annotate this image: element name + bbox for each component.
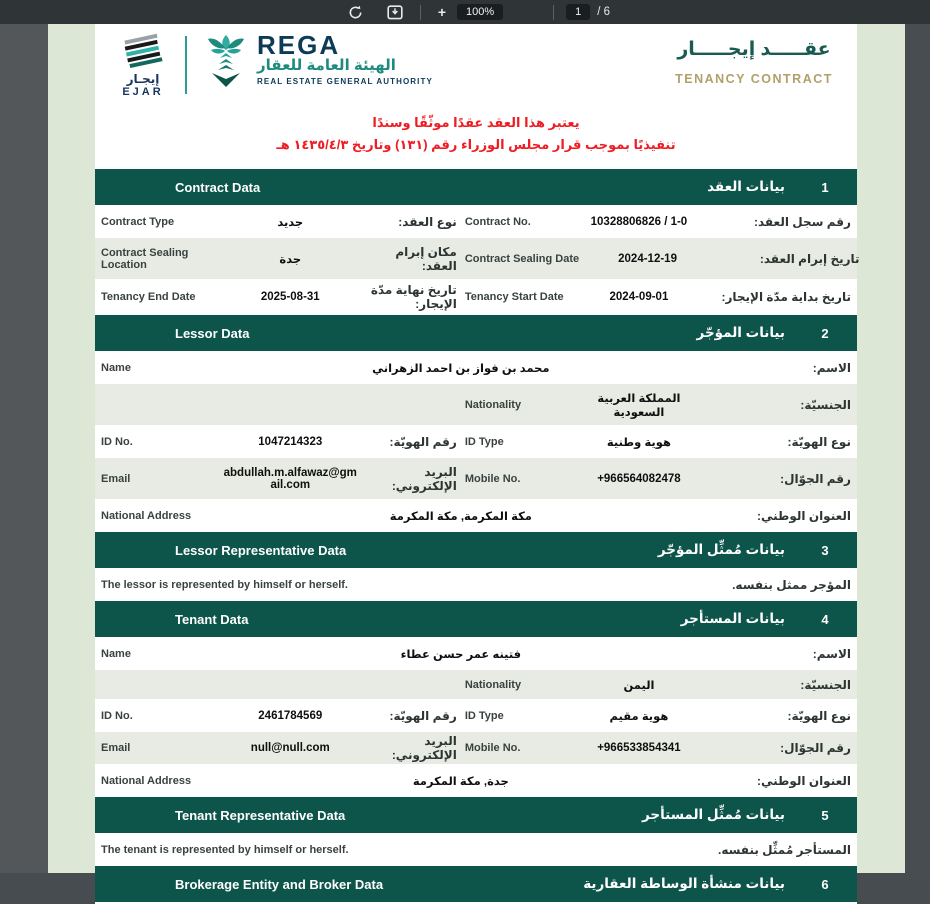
page-content [95, 24, 860, 904]
download-icon-glyph [387, 5, 403, 20]
table-row [95, 501, 857, 530]
field-value: مكة المكرمة, مكة المكرمة [389, 510, 532, 523]
section-title-ar: بيانات مُمثِّل المؤجّر [657, 542, 785, 557]
zoom-in-button[interactable]: + [437, 4, 447, 20]
table-row [95, 281, 857, 313]
note-en: The tenant is represented by himself or herself. [101, 843, 349, 856]
field-label-ar: مكان إبرام العقد: [395, 244, 457, 273]
table-row [95, 668, 857, 701]
contract-title-arabic: عقـــــد إيجـــــار [677, 39, 831, 60]
field-label-en: Tenancy End Date [101, 291, 196, 303]
field-label-ar: الاسم: [812, 360, 851, 375]
section-number: 5 [821, 807, 829, 823]
section-number: 1 [821, 179, 829, 195]
legal-disclaimer [95, 112, 857, 156]
field-value: فتينه عمر حسن عطاء [400, 648, 522, 661]
document-header [95, 24, 857, 107]
field-value: null@null.com [250, 742, 330, 754]
note-ar: المؤجر ممثل بنفسه. [732, 577, 851, 592]
rega-logo [201, 30, 433, 89]
ejar-name-english: EJAR [122, 86, 164, 98]
field-value: جدة, مكة المكرمة [412, 775, 509, 788]
section-title-ar: بيانات المستأجر [680, 611, 785, 626]
rega-wordmark: REGA [257, 30, 341, 60]
field-value: 10328806826 / 1-0 [590, 215, 688, 228]
section-header-tenant-data [95, 601, 857, 637]
rotate-icon[interactable] [342, 1, 368, 23]
field-label-ar: الجنسيّة: [800, 677, 851, 692]
logo-divider [185, 36, 187, 94]
field-label-en: Email [101, 742, 131, 754]
field-value: اليمن [623, 679, 655, 692]
field-label-en: ID No. [101, 709, 133, 722]
field-label-en: Mobile No. [464, 742, 521, 754]
field-value: 1047214323 [258, 435, 323, 448]
field-label-ar: تاريخ إبرام العقد: [759, 251, 860, 266]
table-row [95, 382, 857, 427]
field-label-en: Nationality [464, 398, 522, 411]
field-label-en: ID Type [464, 435, 504, 448]
field-value: هوية وطنية [606, 436, 671, 449]
zoom-level-badge[interactable]: 100% [457, 4, 503, 20]
field-label-ar: تاريخ نهاية مدّة الإيجار: [370, 283, 457, 311]
field-value: 2461784569 [258, 709, 323, 722]
field-label-en: National Address [101, 774, 192, 787]
field-label-ar: رقم الجوّال: [780, 471, 851, 486]
field-label-en: Mobile No. [464, 472, 521, 485]
table-row [95, 639, 857, 668]
table-row [95, 835, 857, 864]
page-total-label: / 6 [597, 6, 611, 18]
field-label-ar: نوع العقد: [398, 214, 457, 229]
field-value: abdullah.m.alfawaz@gmail.com [223, 466, 357, 491]
toolbar-divider [420, 5, 421, 20]
field-label-en: Contract Sealing Location [101, 246, 189, 271]
field-label-ar: رقم الهويّة: [389, 434, 457, 449]
field-value: +966564082478 [597, 472, 681, 485]
table-row [95, 701, 857, 730]
toolbar-divider [553, 5, 554, 20]
section-header-contract-data [95, 169, 857, 205]
contract-title-english: TENANCY CONTRACT [675, 72, 833, 86]
ejar-name-arabic: إيجـار [126, 72, 160, 86]
field-label-ar: الجنسيّة: [800, 397, 851, 412]
field-value: المملكة العربية السعودية [597, 392, 681, 419]
field-label-en: Name [101, 647, 131, 660]
rotate-icon-glyph [348, 5, 363, 20]
field-label-ar: نوع الهويّة: [787, 434, 851, 449]
section-header-lessor-data [95, 315, 857, 351]
field-label-ar: الاسم: [812, 646, 851, 661]
field-label-en: Contract Type [101, 215, 175, 228]
field-label-ar: رقم الجوّال: [780, 741, 851, 755]
section-title-en: Brokerage Entity and Broker Data [175, 876, 384, 892]
contract-title [665, 33, 843, 86]
field-label-ar: رقم سجل العقد: [753, 214, 851, 229]
section-title-ar: بيانات منشأة الوساطة العقارية [583, 876, 785, 891]
section-title-ar: بيانات مُمثِّل المستأجر [641, 807, 785, 822]
field-label-ar: تاريخ بداية مدّة الإيجار: [721, 290, 851, 304]
download-icon[interactable] [382, 1, 408, 23]
table-row [95, 730, 857, 766]
field-label-ar: العنوان الوطني: [757, 773, 851, 788]
note-en: The lessor is represented by himself or herself. [101, 578, 348, 591]
field-label-en: Contract No. [464, 215, 531, 228]
field-label-en: ID No. [101, 435, 133, 448]
section-number: 3 [821, 542, 829, 558]
table-row [95, 427, 857, 456]
section-title-ar: بيانات العقد [707, 179, 785, 194]
field-label-ar: البريد الإلكتروني: [391, 734, 457, 762]
section-title-ar: بيانات المؤجّر [696, 325, 785, 340]
section-title-en: Lessor Data [175, 325, 250, 341]
table-row [95, 456, 857, 501]
ejar-logo [111, 33, 175, 98]
table-row [95, 236, 860, 281]
contract-page [48, 24, 905, 892]
field-value: 2024-12-19 [618, 252, 677, 265]
table-row [95, 353, 857, 382]
field-value: هوية مقيم [609, 710, 669, 723]
rega-palm-icon [201, 33, 251, 89]
section-number: 4 [821, 611, 829, 627]
section-number: 6 [821, 876, 829, 892]
rega-name-english: REAL ESTATE GENERAL AUTHORITY [257, 77, 433, 86]
page-number-input[interactable]: 1 [566, 4, 590, 20]
disclaimer-line-2: تنفيذيًا بموجب قرار مجلس الوزراء رقم (١٣١) وتاريخ ١٤٣٥/٤/٣ هـ [276, 137, 676, 152]
field-value: 2024-09-01 [609, 291, 669, 303]
field-label-ar: رقم الهويّة: [389, 708, 457, 723]
section-title-en: Contract Data [175, 179, 261, 195]
table-row [95, 570, 857, 599]
section-header-tenant-representative [95, 797, 857, 833]
disclaimer-line-1: يعتبر هذا العقد عقدًا موثّقًا وسندًا [372, 115, 580, 130]
field-label-en: Tenancy Start Date [464, 291, 564, 303]
section-title-en: Tenant Representative Data [175, 807, 346, 823]
ejar-flag-icon [120, 33, 166, 69]
field-value: جديد [277, 216, 304, 229]
field-label-en: ID Type [464, 709, 504, 722]
field-label-en: National Address [101, 509, 192, 522]
section-title-en: Tenant Data [175, 611, 249, 627]
field-value: 2025-08-31 [260, 291, 320, 303]
section-header-lessor-representative [95, 532, 857, 568]
field-label-en: Name [101, 361, 131, 374]
field-label-ar: نوع الهويّة: [787, 708, 851, 723]
note-ar: المستأجر مُمثِّل بنفسه. [717, 842, 851, 857]
field-label-en: Contract Sealing Date [464, 252, 580, 265]
field-value: جدة [279, 253, 302, 266]
section-header-brokerage [95, 866, 857, 902]
rega-name-arabic: الهيئة العامة للعقار [257, 57, 396, 74]
field-label-en: Email [101, 472, 131, 485]
table-row [95, 207, 857, 236]
field-value: +966533854341 [597, 742, 681, 754]
field-label-en: Nationality [464, 678, 522, 691]
section-title-en: Lessor Representative Data [175, 542, 347, 558]
field-label-ar: العنوان الوطني: [757, 508, 851, 523]
field-label-ar: البريد الإلكتروني: [391, 464, 457, 493]
pdf-toolbar [0, 0, 930, 24]
table-row [95, 766, 857, 795]
pdf-viewport [0, 24, 930, 892]
section-number: 2 [821, 325, 829, 341]
field-value: محمد بن فواز بن احمد الزهراني [372, 362, 550, 375]
